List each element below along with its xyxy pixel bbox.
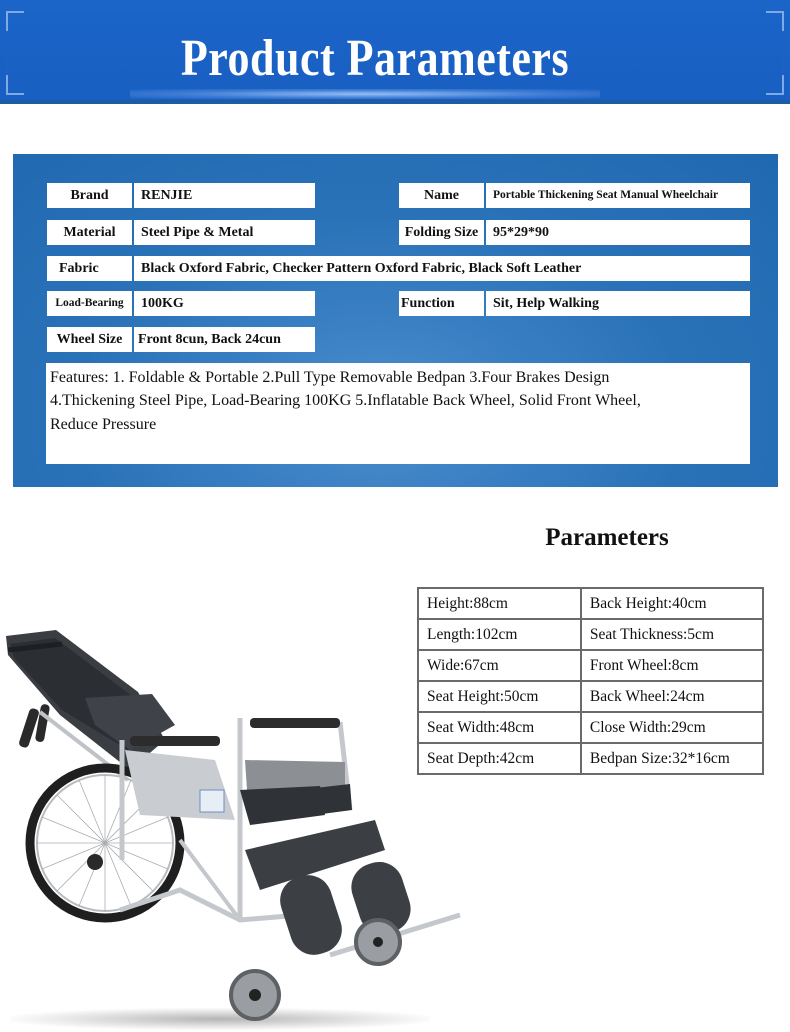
spec-label-name: Name	[399, 183, 484, 208]
param-cell: Back Height:40cm	[581, 588, 763, 619]
spec-panel	[13, 154, 778, 487]
spec-value-fabric: Black Oxford Fabric, Checker Pattern Oxford Fabric, Black Soft Leather	[134, 256, 750, 281]
spec-label-material: Material	[47, 220, 132, 245]
spec-label-wheel-size: Wheel Size	[47, 327, 132, 352]
param-cell: Length:102cm	[418, 619, 581, 650]
param-cell: Seat Depth:42cm	[418, 743, 581, 774]
param-cell: Back Wheel:24cm	[581, 681, 763, 712]
features-line-2: 4.Thickening Steel Pipe, Load-Bearing 100KG 5.Inflatable Back Wheel, Solid Front Wheel,	[50, 392, 641, 409]
banner-bottom-edge	[0, 100, 790, 104]
param-cell: Height:88cm	[418, 588, 581, 619]
spec-value-load-bearing: 100KG	[134, 291, 315, 316]
banner-glow-line	[130, 89, 600, 99]
wheelchair-product-image	[0, 600, 480, 1032]
spec-label-folding-size: Folding Size	[399, 220, 484, 245]
spec-value-wheel-size: Front 8cun, Back 24cun	[134, 327, 315, 352]
spec-value-material: Steel Pipe & Metal	[134, 220, 315, 245]
spec-label-load-bearing: Load-Bearing	[47, 291, 132, 316]
corner-bracket-right	[766, 11, 784, 95]
param-cell: Seat Height:50cm	[418, 681, 581, 712]
spec-value-brand: RENJIE	[134, 183, 315, 208]
features-line-1: Features: 1. Foldable & Portable 2.Pull Type Removable Bedpan 3.Four Brakes Design	[50, 369, 610, 386]
param-cell: Close Width:29cm	[581, 712, 763, 743]
header-banner	[0, 0, 790, 104]
param-cell: Seat Thickness:5cm	[581, 619, 763, 650]
spec-label-brand: Brand	[47, 183, 132, 208]
features-box	[46, 363, 750, 464]
spec-label-function: Function	[399, 291, 484, 316]
param-cell: Wide:67cm	[418, 650, 581, 681]
spec-value-folding-size: 95*29*90	[486, 220, 750, 245]
spec-label-fabric: Fabric	[47, 256, 132, 281]
features-line-3: Reduce Pressure	[50, 416, 157, 433]
parameters-title: Parameters	[545, 524, 669, 551]
spec-value-name: Portable Thickening Seat Manual Wheelchair	[486, 183, 750, 208]
banner-title: Product Parameters	[180, 29, 570, 87]
param-cell: Front Wheel:8cm	[581, 650, 763, 681]
param-cell: Bedpan Size:32*16cm	[581, 743, 763, 774]
param-cell: Seat Width:48cm	[418, 712, 581, 743]
spec-value-function: Sit, Help Walking	[486, 291, 750, 316]
